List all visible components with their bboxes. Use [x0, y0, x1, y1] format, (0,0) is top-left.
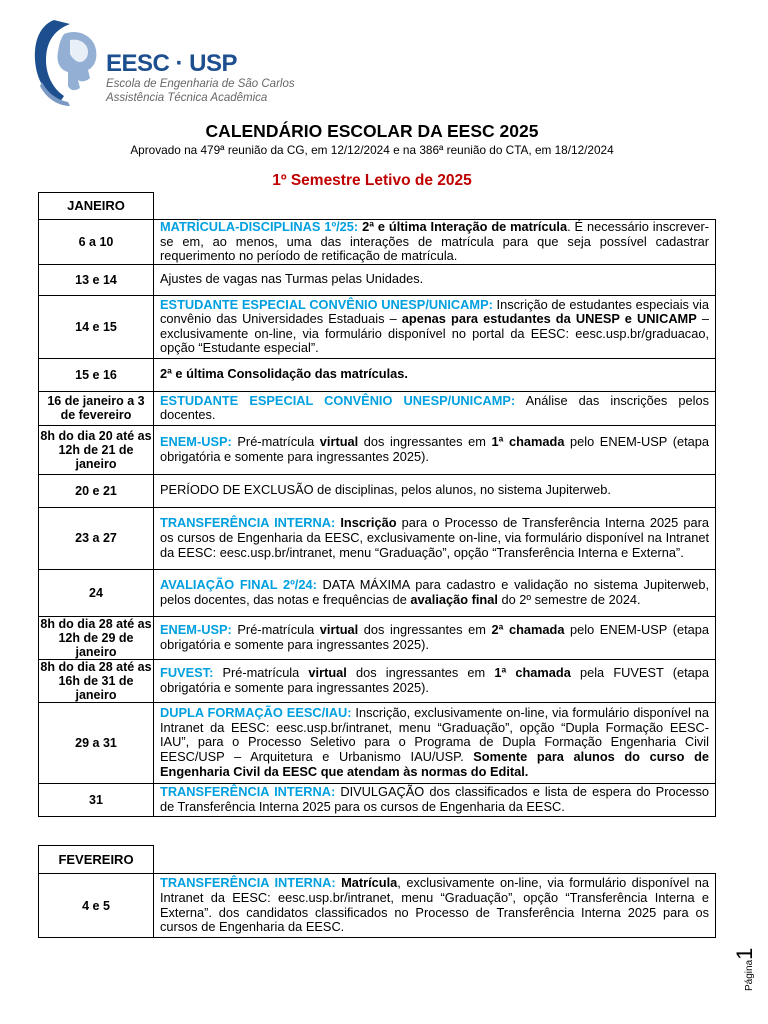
event-description — [154, 425, 716, 474]
event-description — [154, 391, 716, 425]
emphasis-text: 1ª chamada — [491, 434, 565, 450]
event-category-label: AVALIAÇÃO FINAL 2º/24: — [160, 577, 317, 593]
event-text: do 2º semestre de 2024. — [497, 591, 641, 607]
event-text: Inscrição, exclusivamente on-line, via formulário disponível na Intranet da EESC: eesc.usp.br/intranet, menu “Graduação”, opção “Dupla Formação EESC-IAU”, para o Processo Seletivo para o Programa de Dupla Formação Engenharia Civil EESC/USP – Arquitetura e Urbanismo IAU/USP. — [160, 705, 709, 765]
eesc-emblem-icon — [30, 16, 104, 108]
semester-heading: 1º Semestre Letivo de 2025 — [272, 172, 472, 189]
event-category-label: ENEM-USP: — [160, 434, 232, 450]
month-header-spacer — [154, 193, 716, 220]
event-text: . É necessário inscrever-se em, ao menos, uma das interações de matrícula para que seja possível cadastrar requerimento no período de retificação de matrícula. — [160, 219, 709, 264]
february-calendar-table — [38, 845, 716, 938]
emphasis-text: virtual — [308, 665, 347, 681]
calendar-row — [39, 507, 716, 569]
emphasis-text: avaliação final — [410, 591, 498, 607]
event-category-label: TRANSFERÊNCIA INTERNA: — [160, 784, 336, 800]
event-text: Inscrição de estudantes especiais via convênio das Universidades Estaduais – — [160, 296, 709, 327]
event-description — [154, 474, 716, 507]
event-category-label: ENEM-USP: — [160, 622, 232, 638]
calendar-row — [39, 702, 716, 783]
event-text: – exclusivamente on-line, via formulário disponível no portal da EESC: eesc.usp.br/graduacao, opção “Estudante especial”. — [160, 311, 709, 356]
event-text: DIVULGAÇÃO dos classificados e lista de espera do Processo de Transferência Interna 2025 para os cursos de Engenharia da EESC. — [160, 784, 710, 814]
event-text: Pré-matrícula — [213, 665, 309, 681]
calendar-row — [39, 425, 716, 474]
emphasis-text: apenas para estudantes da UNESP e UNICAMP — [401, 311, 697, 327]
event-description — [154, 616, 716, 659]
month-header-row — [39, 846, 716, 874]
calendar-row — [39, 474, 716, 507]
event-date: 4 e 5 — [39, 874, 154, 938]
event-date: 16 de janeiro a 3 de fevereiro — [39, 391, 154, 425]
emphasis-text: virtual — [319, 434, 359, 450]
month-label: FEVEREIRO — [39, 846, 154, 874]
event-date: 8h do dia 28 até as 16h de 31 de janeiro — [40, 659, 152, 702]
month-header-row — [39, 193, 716, 220]
emphasis-text: Matrícula — [341, 875, 398, 891]
event-category-label: DUPLA FORMAÇÃO EESC/IAU: — [160, 705, 352, 721]
event-date: 29 a 31 — [39, 702, 154, 783]
event-text: Pré-matrícula — [231, 622, 320, 638]
event-text: PERÍODO DE EXCLUSÃO de disciplinas, pelos alunos, no sistema Jupiterweb. — [160, 482, 611, 498]
event-description — [154, 358, 716, 391]
emphasis-text: 1ª chamada — [494, 665, 571, 681]
event-text: pela FUVEST (etapa obrigatória e somente para ingressantes 2025). — [160, 665, 709, 695]
logo-name: EESC · USP — [106, 50, 238, 77]
event-description — [154, 507, 716, 569]
event-category-label: TRANSFERÊNCIA INTERNA: — [160, 515, 336, 531]
event-date: 13 e 14 — [39, 264, 154, 295]
event-description — [154, 220, 716, 265]
event-category-label: ESTUDANTE ESPECIAL CONVÊNIO UNESP/UNICAMP: — [160, 296, 493, 312]
event-date: 23 a 27 — [39, 507, 154, 569]
event-text: , exclusivamente on-line, via formulário disponível na Intranet da EESC: eesc.usp.br/intranet, menu “Graduação”, opção “Transferência Interna e Externa”. dos candidatos classificados no Processo de Transferência Interna 2025 para os cursos de Engenharia da EESC. — [160, 875, 709, 935]
eesc-usp-logo — [30, 16, 330, 108]
event-category-label: MATRÍCULA-DISCIPLINAS 1º/25: — [160, 219, 359, 234]
calendar-row — [39, 295, 716, 358]
event-text: Análise das inscrições pelos docentes. — [160, 392, 709, 423]
event-description — [154, 295, 716, 358]
month-label: JANEIRO — [39, 193, 154, 220]
emphasis-text: Inscrição — [340, 515, 397, 531]
event-date: 8h do dia 28 até as 12h de 29 de janeiro — [40, 616, 152, 659]
page-number: 1 — [732, 947, 757, 960]
calendar-row — [39, 569, 716, 616]
event-text: Ajustes de vagas nas Turmas pelas Unidades. — [160, 271, 424, 287]
event-category-label: TRANSFERÊNCIA INTERNA: — [160, 875, 336, 891]
event-category-label: FUVEST: — [160, 665, 214, 681]
event-text: dos ingressantes em — [358, 434, 492, 450]
event-date: 8h do dia 20 até as 12h de 21 de janeiro — [39, 425, 154, 474]
event-date: 15 e 16 — [39, 358, 154, 391]
calendar-row — [39, 783, 716, 816]
event-description — [154, 702, 716, 783]
event-date: 20 e 21 — [39, 474, 154, 507]
emphasis-text: 2ª chamada — [491, 622, 565, 638]
event-description — [154, 783, 716, 816]
emphasis-text: 2ª e última Interação de matrícula — [362, 219, 568, 234]
event-description — [154, 874, 716, 938]
event-description — [154, 569, 716, 616]
event-text: dos ingressantes em — [346, 665, 495, 681]
calendar-row — [39, 264, 716, 295]
event-text: DATA MÁXIMA para cadastro e validação no sistema Jupiterweb, pelos docentes, das notas e frequências de — [160, 577, 709, 607]
emphasis-text: 2ª e última Consolidação das matrículas. — [160, 366, 408, 382]
event-text: pelo ENEM-USP (etapa obrigatória e somente para ingressantes 2025). — [160, 622, 709, 652]
event-text: dos ingressantes em — [358, 622, 492, 638]
calendar-row — [39, 659, 716, 702]
calendar-row — [39, 874, 716, 938]
calendar-row — [39, 358, 716, 391]
logo-subtitle-department: Assistência Técnica Acadêmica — [106, 92, 268, 104]
calendar-row — [39, 391, 716, 425]
event-text: para o Processo de Transferência Interna 2025 para os cursos de Engenharia da EESC, exclusivamente on-line, via formulário disponível na Intranet da EESC: eesc.usp.br/intranet, menu “Graduação”, opção “Transferência Interna e Externa”. — [160, 515, 709, 560]
event-date: 31 — [39, 783, 154, 816]
emphasis-text: virtual — [319, 622, 359, 638]
calendar-row — [39, 220, 716, 265]
emphasis-text: Somente para alunos do curso de Engenharia Civil da EESC que atendam às normas do Edital. — [160, 749, 709, 779]
event-text: pelo ENEM-USP (etapa obrigatória e somente para ingressantes 2025). — [160, 434, 709, 464]
event-description — [154, 264, 716, 295]
month-header-spacer — [154, 846, 716, 874]
document-subtitle: Aprovado na 479ª reunião da CG, em 12/12/2024 e na 386ª reunião do CTA, em 18/12/2024 — [130, 143, 614, 157]
event-date: 14 e 15 — [39, 295, 154, 358]
page-word: Página — [744, 959, 755, 991]
event-description — [154, 659, 716, 702]
page-number-label — [732, 928, 757, 991]
january-calendar-table — [38, 192, 716, 817]
event-date: 6 a 10 — [39, 220, 154, 265]
calendar-row — [39, 616, 716, 659]
logo-subtitle-school: Escola de Engenharia de São Carlos — [106, 78, 295, 90]
event-date: 24 — [39, 569, 154, 616]
event-text: Pré-matrícula — [231, 434, 320, 450]
event-category-label: ESTUDANTE ESPECIAL CONVÊNIO UNESP/UNICAMP: — [160, 392, 516, 408]
document-title: CALENDÁRIO ESCOLAR DA EESC 2025 — [205, 121, 539, 141]
